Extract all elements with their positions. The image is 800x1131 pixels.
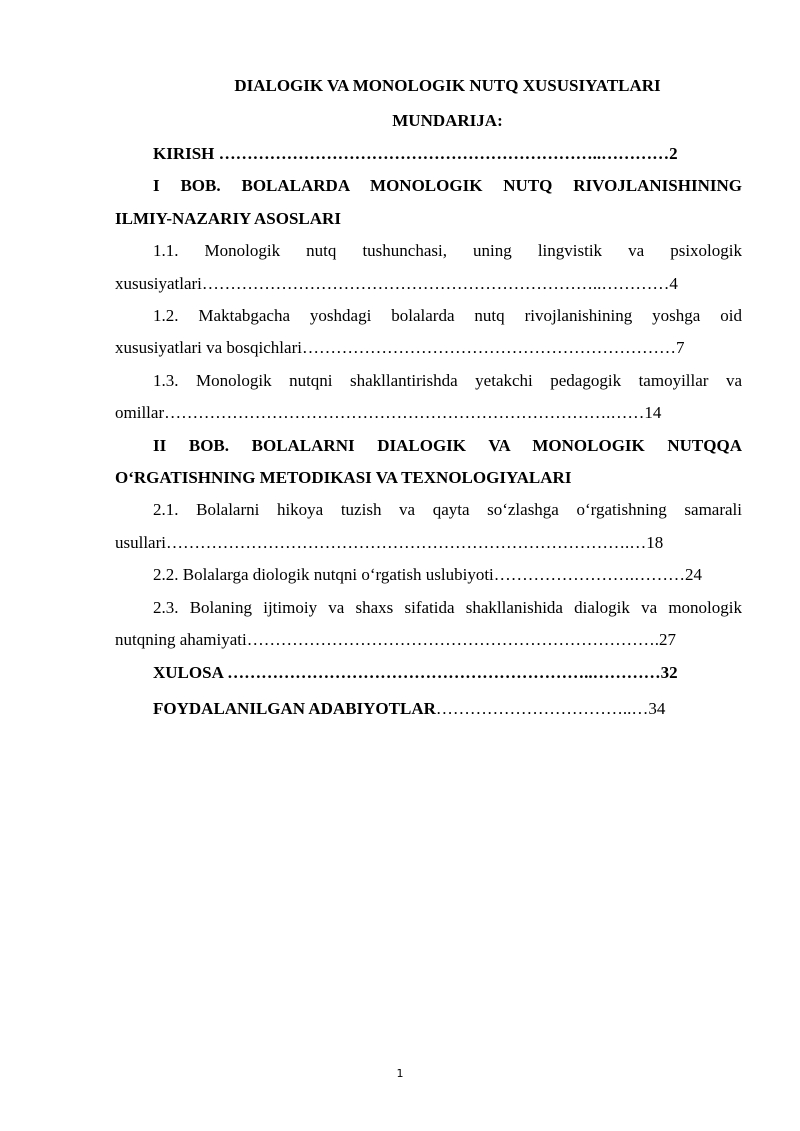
toc-section-1-1: 1.1. Monologik nutq tushunchasi, uning lingvistik va psixologik: [153, 241, 742, 261]
toc-section-1-1-cont: xususiyatlari……………………………………………………………..…………4: [115, 273, 678, 293]
toc-chapter-1-cont: ILMIY-NAZARIY ASOSLARI: [115, 208, 341, 228]
page-number: 1: [396, 1067, 404, 1080]
toc-section-1-2: 1.2. Maktabgacha yoshdagi bolalarda nutq rivojlanishining yoshga oid: [153, 306, 742, 326]
document-title: DIALOGIK VA MONOLOGIK NUTQ XUSUSIYATLARI: [234, 76, 661, 95]
contents-heading: MUNDARIJA:: [392, 111, 503, 130]
toc-section-2-2: 2.2. Bolalarga diologik nutqni o‘rgatish uslubiyoti…………………….………24: [153, 565, 703, 585]
toc-chapter-2: II BOB. BOLALARNI DIALOGIK VA MONOLOGIK NUTQQA: [153, 435, 742, 455]
toc-references-leader: ……………………………..…34: [435, 698, 666, 718]
toc-section-2-1: 2.1. Bolalarni hikoya tuzish va qayta so‘zlashga o‘rgatishning samarali: [153, 500, 742, 520]
toc-chapter-1: I BOB. BOLALARDA MONOLOGIK NUTQ RIVOJLANISHINING: [153, 176, 742, 196]
toc-kirish: KIRISH …………………………………………………………..…………2: [153, 144, 678, 163]
toc-section-2-1-cont: usullari……………………………………………………………………….…18: [115, 532, 664, 552]
toc-section-1-3-cont: omillar…………………………………………………………………….……14: [115, 403, 662, 423]
toc-section-1-3: 1.3. Monologik nutqni shakllantirishda yetakchi pedagogik tamoyillar va: [153, 370, 742, 390]
toc-xulosa: XULOSA ………………………………………………………..…………32: [153, 662, 678, 682]
toc-section-2-3: 2.3. Bolaning ijtimoiy va shaxs sifatida shakllanishida dialogik va monologik: [153, 597, 742, 617]
toc-chapter-2-cont: O‘RGATISHNING METODIKASI VA TEXNOLOGIYALARI: [115, 468, 572, 488]
toc-section-2-3-cont: nutqning ahamiyati……………………………………………………………….27: [115, 630, 676, 650]
table-of-contents: [115, 138, 742, 725]
toc-references-label: FOYDALANILGAN ADABIYOTLAR: [153, 698, 436, 718]
toc-references: [115, 693, 742, 725]
toc-section-1-2-cont: xususiyatlari va bosqichlari…………………………………………………………7: [115, 338, 685, 358]
